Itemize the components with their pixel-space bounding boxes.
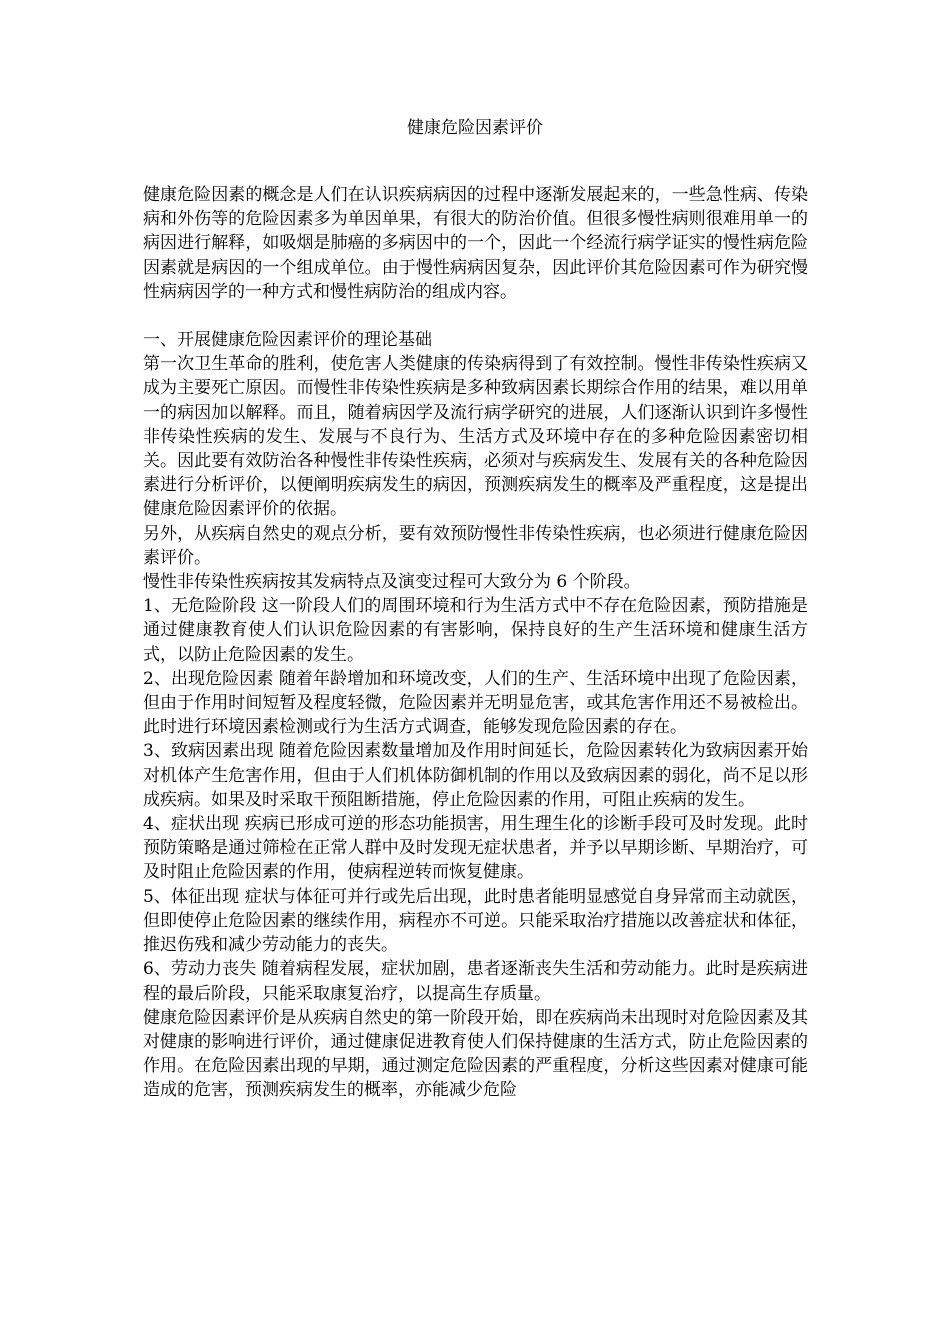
document-title: 健康危险因素评价 bbox=[407, 118, 543, 138]
section-heading: 一、开展健康危险因素评价的理论基础 bbox=[143, 330, 432, 351]
closing-paragraph: 健康危险因素评价是从疾病自然史的第一阶段开始，即在疾病尚未出现时对危险因素及其对健康的影响进行评价，通过健康促进教育使人们保持健康的生活方式，防止危险因素的作用。在危险因素出现的早期，通过测定危险因素的严重程度，分析这些因素对健康可能造成的危害，预测疾病发生的概率，亦能减少危险 bbox=[143, 1007, 808, 1101]
intro-paragraph: 健康危险因素的概念是人们在认识疾病病因的过程中逐渐发展起来的，一些急性病、传染病和外伤等的危险因素多为单因单果，有很大的防治价值。但很多慢性病则很难用单一的病因进行解释，如吸烟是肺癌的多病因中的一个，因此一个经流行病学证实的慢性病危险因素就是病因的一个组成单位。由于慢性病病因复杂，因此评价其危险因素可作为研究慢性病病因学的一种方式和慢性病防治的组成内容。 bbox=[143, 185, 808, 302]
section-paragraph: 第一次卫生革命的胜利，使危害人类健康的传染病得到了有效控制。慢性非传染性疾病又成为主要死亡原因。而慢性非传染性疾病是多种致病因素长期综合作用的结果，难以用单一的病因加以解释。而且，随着病因学及流行病学研究的进展，人们逐渐认识到许多慢性非传染性疾病的发生、发展与不良行为、生活方式及环境中存在的多种危险因素密切相关。因此要有效防治各种慢性非传染性疾病，必须对与疾病发生、发展有关的各种危险因素进行分析评价，以便阐明疾病发生的病因，预测疾病发生的概率及严重程度，这是提出健康危险因素评价的依据。 bbox=[143, 354, 808, 520]
stage-item: 4、症状出现 疾病已形成可逆的形态功能损害，用生理生化的诊断手段可及时发现。此时预防策略是通过筛检在正常人群中及时发现无症状患者，并予以早期诊断、早期治疗，可及时阻止危险因素的作用，使病程逆转而恢复健康。 bbox=[143, 814, 808, 883]
paragraph-gap bbox=[143, 304, 808, 328]
stage-item: 3、致病因素出现 随着危险因素数量增加及作用时间延长，危险因素转化为致病因素开始对机体产生危害作用，但由于人们机体防御机制的作用以及致病因素的弱化，尚不足以形成疾病。如果及时采取干预阻断措施，停止危险因素的作用，可阻止疾病的发生。 bbox=[143, 741, 808, 810]
stage-item: 5、体征出现 症状与体征可并行或先后出现，此时患者能明显感觉自身异常而主动就医，但即使停止危险因素的继续作用，病程亦不可逆。只能采取治疗措施以改善症状和体征，推迟伤残和减少劳动能力的丧失。 bbox=[143, 886, 808, 956]
section-paragraph: 另外，从疾病自然史的观点分析，要有效预防慢性非传染性疾病，也必须进行健康危险因素评价。 bbox=[143, 523, 808, 568]
stage-item: 6、劳动力丧失 随着病程发展，症状加剧，患者逐渐丧失生活和劳动能力。此时是疾病进程的最后阶段，只能采取康复治疗，以提高生存质量。 bbox=[143, 959, 808, 1004]
section-paragraph: 慢性非传染性疾病按其发病特点及演变过程可大致分为 6 个阶段。 bbox=[143, 572, 641, 593]
stage-item: 2、出现危险因素 随着年龄增加和环境改变，人们的生产、生活环境中出现了危险因素，但由于作用时间短暂及程度轻微，危险因素并无明显危害，或其危害作用还不易被检出。此时进行环境因素检测或行为生活方式调查，能够发现危险因素的存在。 bbox=[143, 668, 808, 738]
stage-item: 1、无危险阶段 这一阶段人们的周围环境和行为生活方式中不存在危险因素，预防措施是通过健康教育使人们认识危险因素的有害影响，保持良好的生产生活环境和健康生活方式，以防止危险因素的发生。 bbox=[143, 596, 808, 665]
document-body bbox=[143, 183, 808, 1103]
